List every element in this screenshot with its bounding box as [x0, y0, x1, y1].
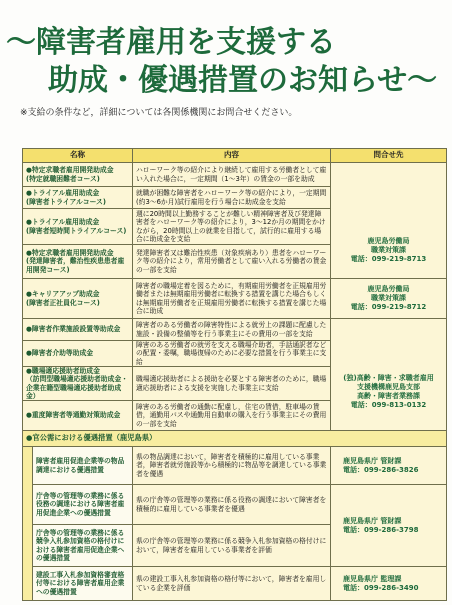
subsidy-content-cell [133, 319, 331, 341]
measure-name: 庁舎等の管理等の業務に係る役務の調達における障害者雇用促進企業への優遇措置 [36, 491, 125, 517]
subsidy-course: (発達障害者，難治性疾患患者雇用開発コース) [26, 257, 125, 274]
subsidy-name-cell [23, 341, 133, 367]
subsidy-content-cell [133, 163, 331, 187]
contact-cell-kanri [331, 567, 447, 601]
contact-line: 鹿児島県庁 監理課 [343, 574, 402, 583]
subsidy-content-cell [133, 367, 331, 401]
subsidy-content: 障害のある労働者の就労を支える職場介助者，手話通訳者などの配置・委嘱，職場復帰のために必要な措置を行う事業主に支給 [136, 341, 327, 366]
subsidy-name: ●トライアル雇用助成金 [26, 218, 100, 227]
subsidy-content-cell [133, 245, 331, 279]
subsidy-content: 就職が困難な障害者をハローワーク等の紹介により，一定期間(約3〜6か月)試行雇用を行う場合に助成金を支給 [136, 189, 327, 206]
contact-line: 鹿児島労働局 [367, 237, 410, 245]
subsidy-content-cell [133, 341, 331, 367]
subsidy-name: ●特定求職者雇用開発助成金 [26, 248, 114, 257]
title-line-1: 〜障害者雇用を支援する [6, 25, 336, 60]
subsidy-name-cell [23, 279, 133, 319]
contact-cell-kanzai-2 [331, 485, 447, 567]
contact-cell-labour-bureau-1 [331, 163, 447, 279]
measure-content: 県の庁舎等の管理等の業務に係る競争入札参加資格の格付けにおいて，障害者を雇用している事業者を評価 [136, 537, 327, 554]
title-line-2: 助成・優遇措置のお知らせ〜 [48, 63, 438, 98]
subsidy-name-cell [23, 319, 133, 341]
contact-phone: 電話：099-286-3826 [343, 465, 419, 474]
measure-name: 庁舎等の管理等の業務に係る競争入札参加資格の格付けにおける障害者雇用促進企業への優遇措置 [36, 528, 125, 562]
subsidy-content: 障害のある労働者の通勤に配慮し，住宅の賃借，駐車場の賃借，通勤用バスや通勤用自動車の購入を行う事業主にその費用の一部を支給 [136, 402, 327, 428]
contact-line: 鹿児島県庁 管財課 [343, 516, 402, 525]
subsidy-name-cell [23, 245, 133, 279]
subsidy-content: ハローワーク等の紹介により継続して雇用する労働者として雇い入れた場合に，一定期間（1〜3年）の賃金の一部を助成 [136, 166, 327, 183]
header-name: 名称 [23, 149, 133, 163]
subsidy-name: ●重度障害者等通勤対策助成金 [26, 411, 121, 420]
contact-cell-jeed [331, 319, 447, 431]
contact-phone: 電話：099-813-0132 [350, 401, 427, 409]
section-title: ●官公需における優遇措置（鹿児島県） [23, 431, 447, 447]
subsidy-course: (特定就職困難者コース) [26, 174, 100, 183]
inquiry-note: ※支給の条件など，詳細については各関係機関にお問合せください。 [20, 108, 298, 118]
subsidy-name: ●障害者介助等助成金 [26, 349, 94, 358]
subsidy-content-cell [133, 401, 331, 431]
subsidy-name: ●職場適応援助者助成金 [26, 367, 100, 375]
subsidy-name: ●障害者作業施設設置等助成金 [26, 325, 121, 334]
section-indent [23, 447, 33, 601]
header-contact: 問合せ先 [331, 149, 447, 163]
measure-name: 建設工事入札参加資格審査格付等における障害者雇用企業への優遇措置 [36, 570, 125, 596]
subsidy-content: 職場適応援助者による援助を必要とする障害者のために，職場適応援助者による支援を実施した事業主に支給 [136, 375, 327, 392]
contact-phone: 電話：099-219-8713 [350, 255, 427, 263]
measure-name-cell [33, 525, 133, 567]
measure-name-cell [33, 447, 133, 485]
contact-cell-labour-bureau-2 [331, 279, 447, 319]
contact-line: 職業対策課 [371, 294, 406, 302]
subsidy-name-cell [23, 187, 133, 209]
subsidy-course: (障害者短時間トライアルコース) [26, 226, 127, 235]
measure-content: 県の物品調達において，障害者を積極的に雇用している事業者，障害者就労施設等から積極的に物品等を調達している事業者を優遇 [136, 452, 327, 478]
contact-line: 職業対策課 [371, 246, 406, 254]
subsidy-name: ●キャリアアップ助成金 [26, 290, 100, 299]
subsidy-table [22, 148, 447, 601]
measure-name-cell [33, 485, 133, 525]
measure-content: 県の庁舎等の管理等の業務に係る役務の調達において障害者を積極的に雇用している事業者を優遇 [136, 496, 327, 513]
measure-name: 障害者雇用促進企業等の物品調達における優遇措置 [36, 457, 125, 474]
measure-content-cell [133, 525, 331, 567]
subsidy-name-cell [23, 367, 133, 401]
subsidy-name: ●トライアル雇用助成金 [26, 189, 100, 198]
subsidy-course: (障害者トライアルコース) [26, 197, 106, 206]
subsidy-name: ●特定求職者雇用開発助成金 [26, 166, 114, 175]
subsidy-content-cell [133, 279, 331, 319]
subsidy-course: （訪問型職場適応援助者助成金・企業在籍型職場適応援助者助成金） [26, 375, 128, 400]
measure-content: 県の建設工事入札参加資格の格付等において，障害者を雇用している企業を評価 [136, 575, 327, 592]
contact-phone: 電話：099-286-3798 [343, 525, 419, 534]
contact-line: (独)高齢・障害・求職者雇用 [343, 374, 434, 382]
measure-content-cell [133, 485, 331, 525]
contact-cell-kanzai-1 [331, 447, 447, 485]
subsidy-content-cell [133, 209, 331, 245]
contact-line: 高齢・障害者業務課 [357, 392, 420, 400]
header-content: 内容 [133, 149, 331, 163]
subsidy-name-cell [23, 401, 133, 431]
contact-line: 鹿児島県庁 管財課 [343, 456, 402, 465]
measure-content-cell [133, 447, 331, 485]
subsidy-content: 発達障害者又は難治性疾患（対象疾病あり）患者をハローワーク等の紹介により，常用労働者として雇い入れる労働者の賃金の一部を支給 [136, 248, 327, 274]
measure-name-cell [33, 567, 133, 601]
contact-phone: 電話：099-286-3490 [343, 583, 419, 592]
subsidy-content-cell [133, 187, 331, 209]
subsidy-content: 週に20時間以上勤務することが難しい精神障害者及び発達障害者をハローワーク等の紹介により，3〜12か月の期間をかけながら，20時間以上の就業を目指して，試行的に雇用する場合に助成金を支給 [136, 209, 326, 243]
measure-content-cell [133, 567, 331, 601]
subsidy-content: 障害者のある労働者の障害特性による就労上の課題に配慮した施設・設備の整備等を行う事業主にその費用の一部を支給 [136, 321, 327, 338]
contact-phone: 電話：099-219-8712 [350, 303, 427, 311]
contact-line: 支援機構鹿児島支部 [357, 383, 420, 391]
subsidy-content: 障害者の職場定着を図るために，有期雇用労働者を正規雇用労働者または無期雇用労働者に転換する措置を講じた場合もしくは無期雇用労働者を正規雇用労働者に転換する措置を講じた場合に助成 [136, 281, 327, 315]
subsidy-course: (障害者正社員化コース) [26, 298, 100, 307]
subsidy-name-cell [23, 209, 133, 245]
contact-line: 鹿児島労働局 [367, 285, 410, 293]
subsidy-name-cell [23, 163, 133, 187]
